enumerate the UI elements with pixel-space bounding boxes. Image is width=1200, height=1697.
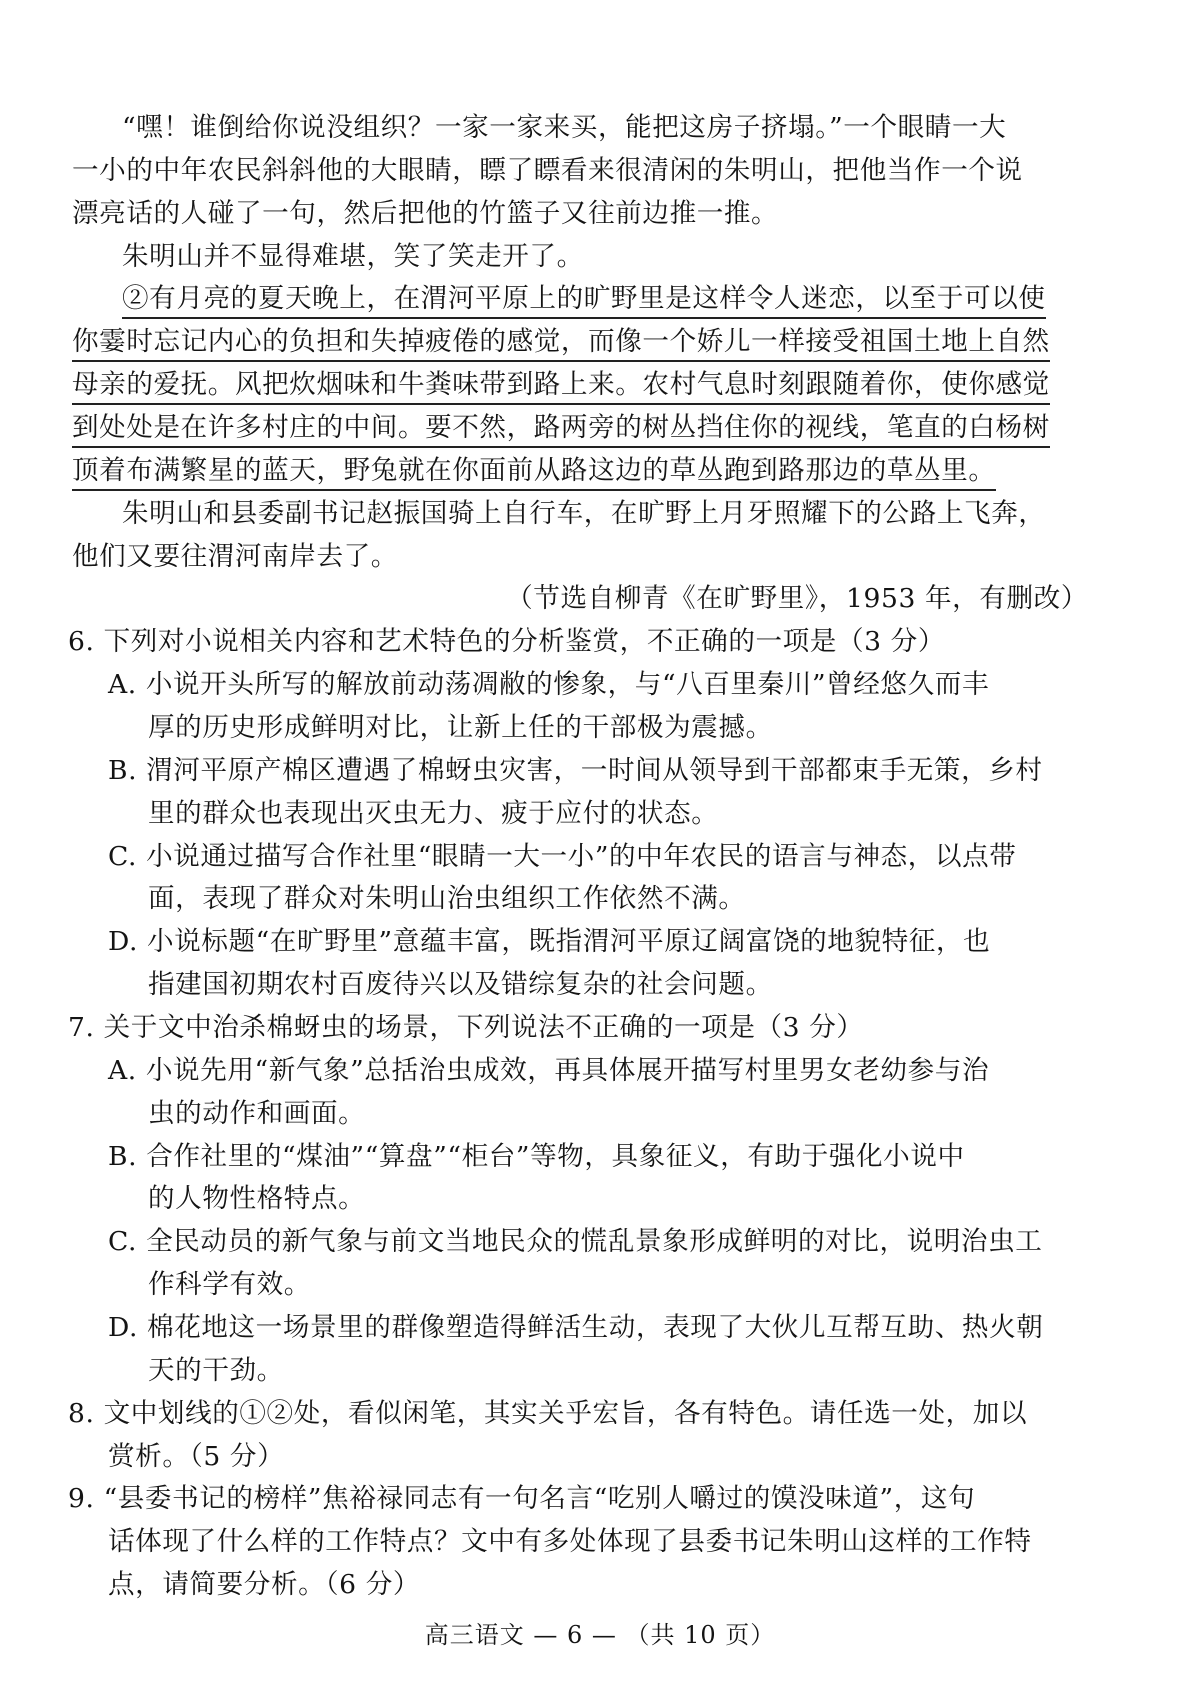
q7-option-a-cont: 虫的动作和画面。	[148, 1097, 366, 1129]
q7-option-d: D. 棉花地这一场景里的群像塑造得鲜活生动，表现了大伙儿互帮互助、热火朝	[108, 1312, 1044, 1343]
q7-option-c: C. 全民动员的新气象与前文当地民众的慌乱景象形成鲜明的对比，说明治虫工	[108, 1226, 1043, 1258]
q6-option-a: A. 小说开头所写的解放前动荡凋敝的惨象，与“八百里秦川”曾经悠久而丰	[108, 669, 990, 701]
q7-option-d-cont: 天的干劲。	[148, 1354, 284, 1386]
underlined-passage-line	[72, 322, 1050, 362]
question-8: 8. 文中划线的①②处，看似闲笔，其实关乎宏旨，各有特色。请任选一处，加以	[68, 1397, 1028, 1429]
underlined-passage-line	[72, 408, 1050, 448]
question-8-cont: 赏析。（5 分）	[108, 1440, 285, 1472]
q6-option-c: C. 小说通过描写合作社里“眼睛一大一小”的中年农民的语言与神态，以点带	[108, 840, 1017, 872]
underlined-text: 母亲的爱抚。风把炊烟味和牛粪味带到路上来。农村气息时刻跟随着你，使你感觉	[72, 369, 1050, 405]
q7-option-c-cont: 作科学有效。	[148, 1269, 311, 1301]
passage-line: 一小的中年农民斜斜他的大眼睛，瞟了瞟看来很清闲的朱明山，把他当作一个说	[72, 154, 1023, 186]
question-6-stem: 6. 下列对小说相关内容和艺术特色的分析鉴赏，不正确的一项是（3 分）	[68, 626, 946, 658]
underlined-text: 到处处是在许多村庄的中间。要不然，路两旁的树丛挡住你的视线，笔直的白杨树	[72, 412, 1050, 448]
question-9-cont: 话体现了什么样的工作特点？文中有多处体现了县委书记朱明山这样的工作特	[108, 1526, 1032, 1558]
passage-line: “嘿！谁倒给你说没组织？一家一家来买，能把这房子挤塌。”一个眼睛一大	[122, 112, 1007, 143]
q6-option-b: B. 渭河平原产棉区遭遇了棉蚜虫灾害，一时间从领导到干部都束手无策，乡村	[108, 754, 1043, 786]
source-citation: （节选自柳青《在旷野里》，1953 年，有删改）	[506, 583, 1088, 615]
underlined-text: 顶着布满繁星的蓝天，野兔就在你面前从路这边的草丛跑到路那边的草丛里。	[72, 455, 996, 491]
underlined-passage-line	[72, 365, 1050, 405]
q7-option-b: B. 合作社里的“煤油”“算盘”“柜台”等物，具象征义，有助于强化小说中	[108, 1140, 965, 1172]
underlined-text: 你霎时忘记内心的负担和失掉疲倦的感觉，而像一个娇儿一样接受祖国土地上自然	[72, 326, 1050, 362]
underlined-passage-line	[72, 451, 996, 491]
q6-option-c-cont: 面，表现了群众对朱明山治虫组织工作依然不满。	[148, 883, 746, 915]
question-7-stem: 7. 关于文中治杀棉蚜虫的场景，下列说法不正确的一项是（3 分）	[68, 1012, 864, 1043]
q6-option-d: D. 小说标题“在旷野里”意蕴丰富，既指渭河平原辽阔富饶的地貌特征，也	[108, 926, 991, 958]
q7-option-b-cont: 的人物性格特点。	[148, 1183, 366, 1215]
q6-option-d-cont: 指建国初期农村百废待兴以及错综复杂的社会问题。	[148, 969, 773, 1001]
page-footer: 高三语文 — 6 — （共 10 页）	[424, 1621, 776, 1649]
underlined-text: ②有月亮的夏天晚上，在渭河平原上的旷野里是这样令人迷恋，以至于可以使	[122, 283, 1046, 319]
passage-line: 漂亮话的人碰了一句，然后把他的竹篮子又往前边推一推。	[72, 197, 779, 229]
q7-option-a: A. 小说先用“新气象”总括治虫成效，再具体展开描写村里男女老幼参与治	[108, 1054, 990, 1086]
passage-line: 朱明山和县委副书记赵振国骑上自行车，在旷野上月牙照耀下的公路上飞奔，	[122, 497, 1046, 529]
question-9-cont: 点，请简要分析。（6 分）	[108, 1569, 421, 1601]
q6-option-a-cont: 厚的历史形成鲜明对比，让新上任的干部极为震撼。	[148, 712, 773, 743]
underlined-passage-line	[122, 279, 1046, 319]
question-9: 9. “县委书记的榜样”焦裕禄同志有一句名言“吃别人嚼过的馍没味道”，这句	[68, 1483, 976, 1515]
q6-option-b-cont: 里的群众也表现出灭虫无力、疲于应付的状态。	[148, 797, 719, 829]
passage-line: 朱明山并不显得难堪，笑了笑走开了。	[122, 240, 584, 272]
passage-line: 他们又要往渭河南岸去了。	[72, 540, 398, 572]
